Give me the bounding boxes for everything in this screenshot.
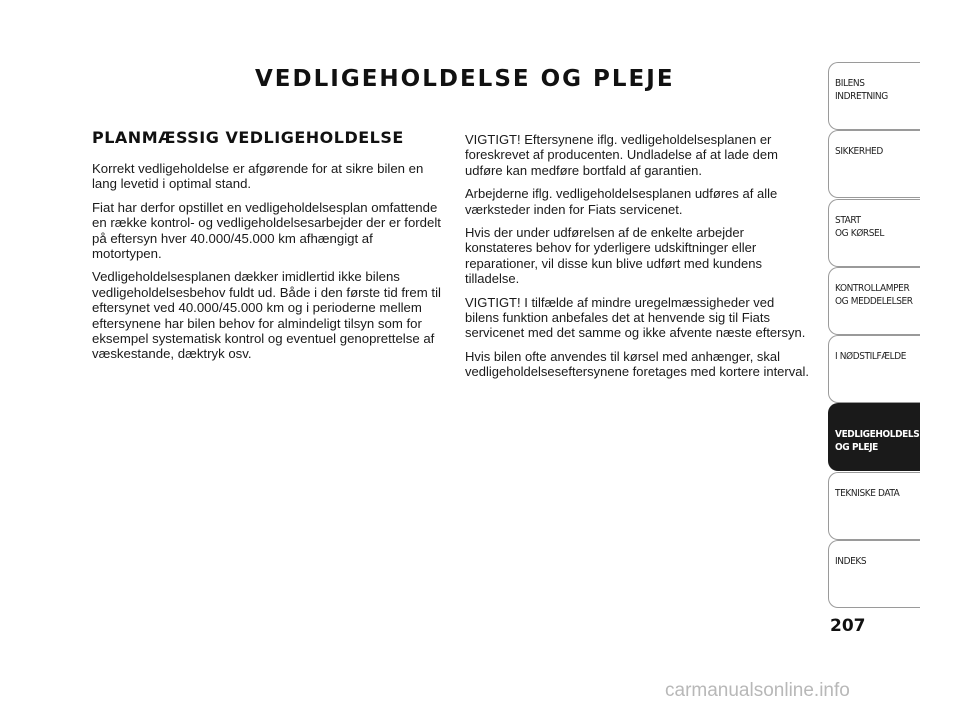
paragraph: Arbejderne iflg. vedligeholdelsesplanen udføres af alle værksteder inden for Fiats servicenet. [465,186,778,217]
tab-vedligeholdelse-og-pleje[interactable] [828,403,926,471]
paragraph: Hvis bilen ofte anvendes til kørsel med anhænger, skal vedligeholdelseseftersynene foretages med kortere interval. [465,348,809,380]
paragraph: Fiat har derfor opstillet en vedligeholdelsesplan omfattende en række kontrol- og vedligeholdelsesarbejder der er fordelt på eftersyn hver 40.000/45.000 km afhængigt af motortypen. [92,199,441,262]
paragraph: Korrekt vedligeholdelse er afgørende for at sikre bilen en lang levetid i optimal stand. [92,161,424,192]
tab-label: SIKKERHED [835,146,883,158]
tab-bilens-indretning[interactable] [828,62,920,130]
paragraph: VIGTIGT! I tilfælde af mindre uregelmæssigheder ved bilens funktion anbefales det at henvende sig til Fiats servicenet med det samme og ikke afvente næste eftersyn. [465,294,806,341]
tab-label: START OG KØRSEL [835,214,884,239]
tab-indeks[interactable] [828,540,920,608]
paragraph: Hvis der under udførelsen af de enkelte arbejder konstateres behov for yderligere udskiftninger eller reparationer, vil disse kun blive udført med kundens tilladelse. [465,225,762,287]
tab-label: KONTROLLAMPER OG MEDDELELSER [835,282,913,307]
tab-label: INDEKS [835,556,867,568]
tab-sikkerhed[interactable] [828,130,920,198]
chapter-tabs [828,62,926,608]
right-column [465,132,810,388]
paragraph: Vedligeholdelsesplanen dækker imidlertid ikke bilens vedligeholdelsesbehov fuldt ud. Både i den første tid frem til eftersynet ved 40.000/45.000 km og i perioderne mellem eftersynene har bilen behov for almindeligt tilsyn som for eksempel systematisk kontrol og eventuel genoprettelse af væskestande, dæktryk osv. [92,269,441,362]
tab-i-nodstilfaelde[interactable] [828,335,920,403]
tab-label: VEDLIGEHOLDELSE OG PLEJE [835,429,926,454]
tab-label: BILENS INDRETNING [835,78,888,102]
page-title: VEDLIGEHOLDELSE OG PLEJE [255,66,675,92]
tab-kontrollamper[interactable] [828,267,920,335]
left-column [92,128,442,370]
section-heading: PLANMÆSSIG VEDLIGEHOLDELSE [92,128,404,147]
page-number: 207 [830,616,866,636]
watermark: carmanualsonline.info [665,680,850,701]
tab-label: TEKNISKE DATA [835,487,900,499]
tab-label: I NØDSTILFÆLDE [835,351,907,363]
tab-tekniske-data[interactable] [828,472,920,540]
tab-start-og-korsel[interactable] [828,199,920,267]
paragraph: VIGTIGT! Eftersynene iflg. vedligeholdelsesplanen er foreskrevet af producenten. Undladelse af at lade dem udføre kan medføre bortfald af garantien. [465,132,778,178]
